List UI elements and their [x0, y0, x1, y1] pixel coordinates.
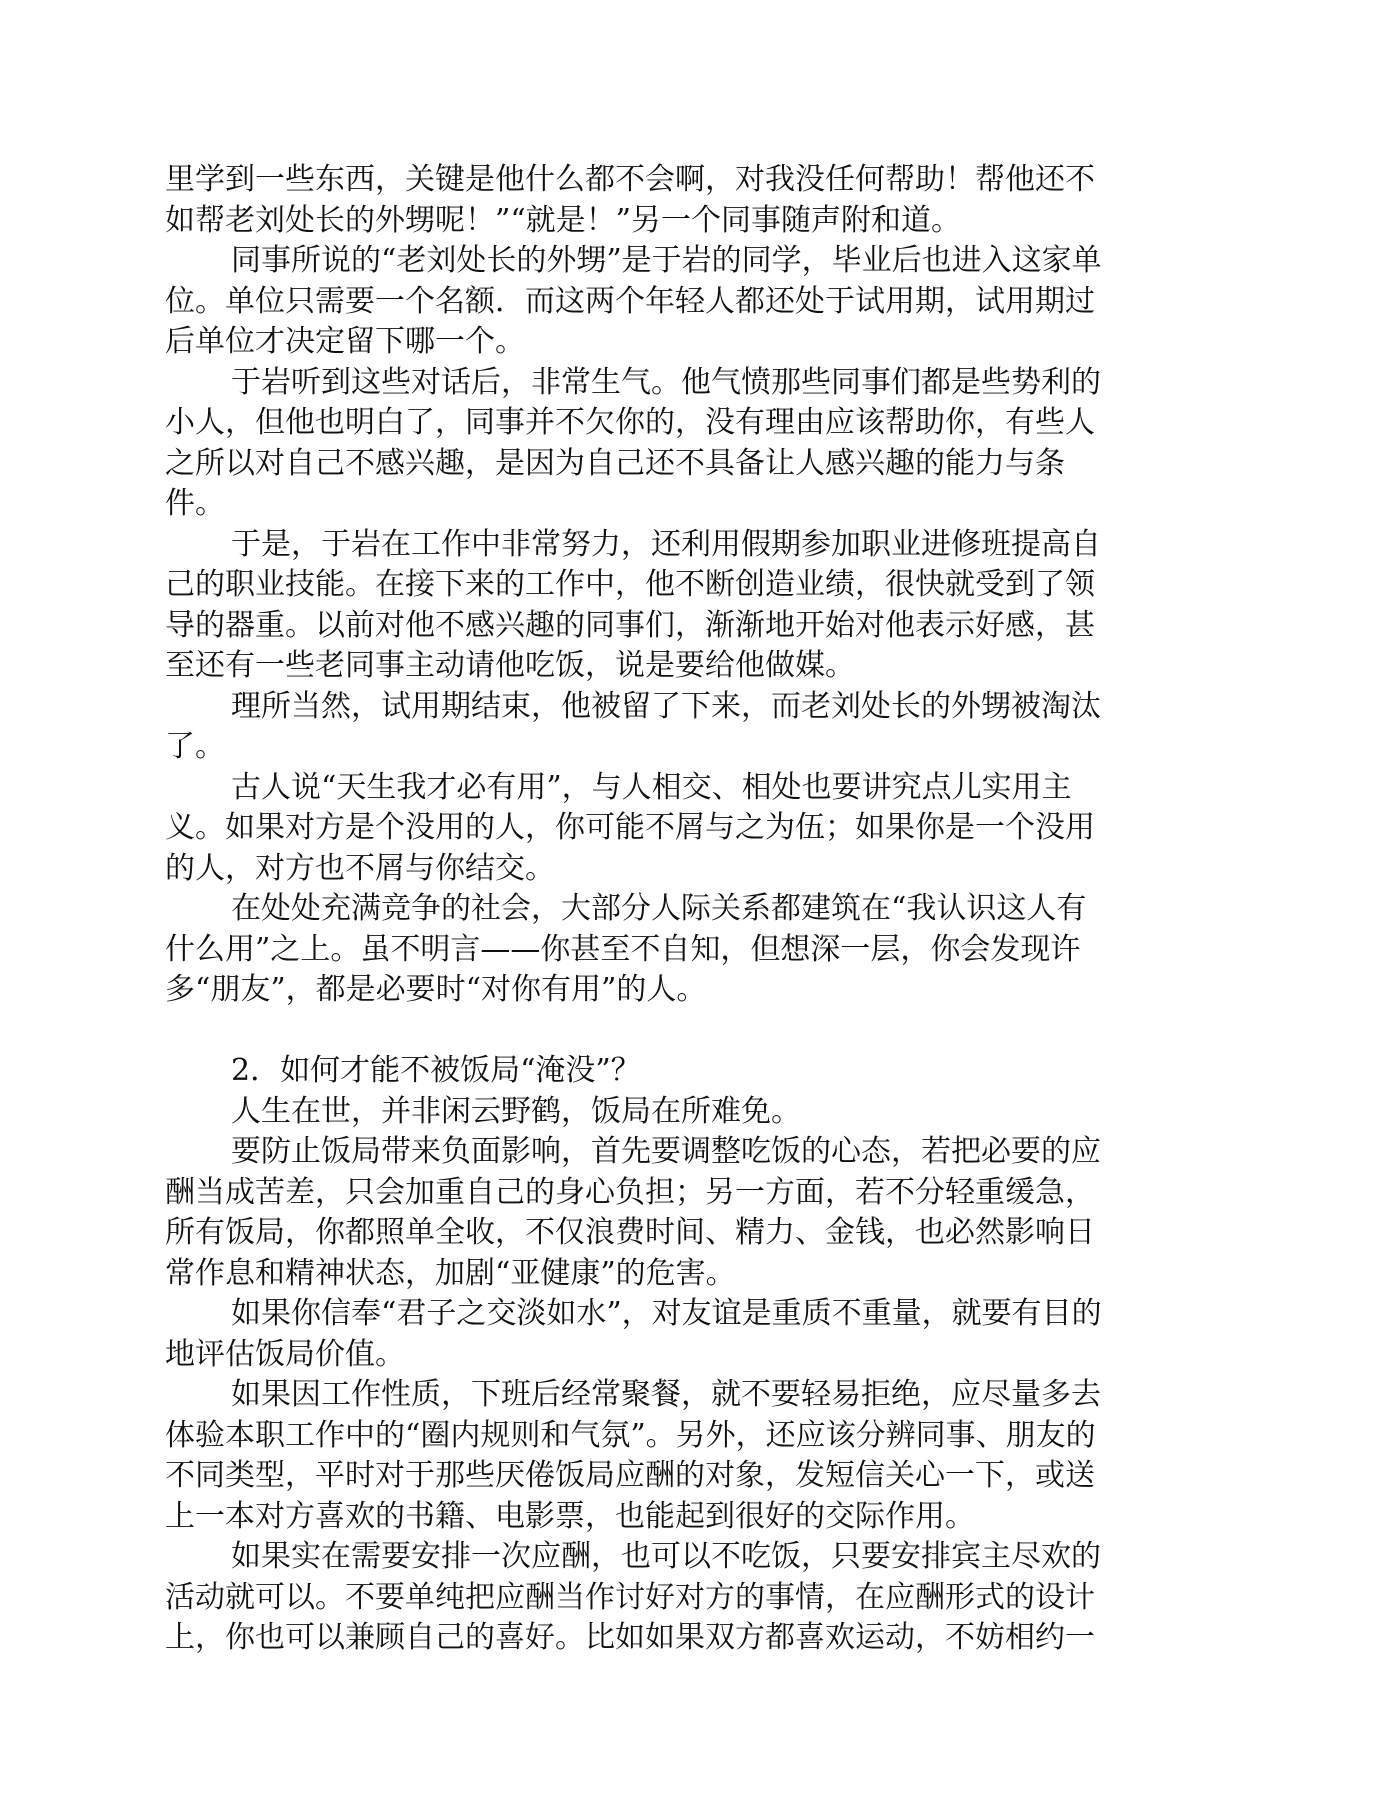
text-line: 活动就可以。不要单纯把应酬当作讨好对方的事情，在应酬形式的设计 [165, 1579, 1095, 1615]
text-line: 后单位才决定留下哪一个。 [165, 324, 525, 359]
text-line: 要防止饭局带来负面影响，首先要调整吃饭的心态，若把必要的应 [231, 1134, 1101, 1169]
text-line: 于是，于岩在工作中非常努力，还利用假期参加职业进修班提高自 [231, 526, 1101, 562]
text-line: 如帮老刘处长的外甥呢！”“就是！”另一个同事随声附和道。 [165, 202, 962, 238]
text-line: 里学到一些东西，关键是他什么都不会啊，对我没任何帮助！帮他还不 [165, 162, 1095, 197]
text-line: 之所以对自己不感兴趣，是因为自己还不具备让人感兴趣的能力与条 [165, 445, 1065, 481]
text-line: 不同类型，平时对于那些厌倦饭局应酬的对象，发短信关心一下，或送 [165, 1458, 1095, 1493]
text-line: 至还有一些老同事主动请他吃饭，说是要给他做媒。 [165, 648, 855, 683]
text-line: 理所当然，试用期结束，他被留了下来，而老刘处长的外甥被淘汰 [231, 688, 1101, 724]
text-line: 在处处充满竞争的社会，大部分人际关系都建筑在“我认识这人有 [231, 891, 1087, 926]
text-line: 同事所说的“老刘处长的外甥”是于岩的同学，毕业后也进入这家单 [231, 243, 1102, 278]
text-line: 酬当成苦差，只会加重自己的身心负担；另一方面，若不分轻重缓急， [165, 1174, 1095, 1210]
text-line: 件。 [165, 486, 225, 521]
text-line: 如果实在需要安排一次应酬，也可以不吃饭，只要安排宾主尽欢的 [231, 1539, 1101, 1574]
text-line: 常作息和精神状态，加剧“亚健康”的危害。 [165, 1255, 736, 1291]
text-line: 如果因工作性质，下班后经常聚餐，就不要轻易拒绝，应尽量多去 [231, 1377, 1101, 1412]
text-line: 古人说“天生我才必有用”，与人相交、相处也要讲究点儿实用主 [231, 769, 1072, 805]
text-line: 地评估饭局价值。 [165, 1336, 405, 1372]
document-body [165, 160, 1225, 1659]
text-line: 位。单位只需要一个名额．而这两个年轻人都还处于试用期，试用期过 [165, 283, 1095, 319]
text-line: 上一本对方喜欢的书籍、电影票，也能起到很好的交际作用。 [165, 1498, 975, 1534]
text-line: 所有饭局，你都照单全收，不仅浪费时间、精力、金钱，也必然影响日 [165, 1215, 1095, 1250]
text-line: 了。 [165, 729, 225, 764]
text-line: 于岩听到这些对话后，非常生气。他气愤那些同事们都是些势利的 [231, 364, 1101, 400]
text-line: 人生在世，并非闲云野鹤，饭局在所难免。 [231, 1093, 801, 1129]
text-line: 义。如果对方是个没用的人，你可能不屑与之为伍；如果你是一个没用 [165, 810, 1095, 845]
text-line: 的人，对方也不屑与你结交。 [165, 850, 555, 886]
text-line: 2．如何才能不被饭局“淹没”？ [231, 1053, 641, 1088]
text-line: 体验本职工作中的“圈内规则和气氛”。另外，还应该分辨同事、朋友的 [165, 1417, 1096, 1453]
text-line: 多“朋友”，都是必要时“对你有用”的人。 [165, 972, 707, 1007]
text-line: 什么用”之上。虽不明言——你甚至不自知，但想深一层，你会发现许 [165, 931, 1081, 967]
text-line: 上，你也可以兼顾自己的喜好。比如如果双方都喜欢运动，不妨相约一 [165, 1620, 1095, 1655]
paragraph-gap [165, 1011, 1225, 1052]
text-line: 如果你信奉“君子之交淡如水”，对友谊是重质不重量，就要有目的 [231, 1296, 1102, 1331]
text-line: 小人，但他也明白了，同事并不欠你的，没有理由应该帮助你，有些人 [165, 405, 1095, 440]
text-line: 己的职业技能。在接下来的工作中，他不断创造业绩，很快就受到了领 [165, 567, 1095, 602]
text-line: 导的器重。以前对他不感兴趣的同事们，渐渐地开始对他表示好感，甚 [165, 607, 1095, 643]
